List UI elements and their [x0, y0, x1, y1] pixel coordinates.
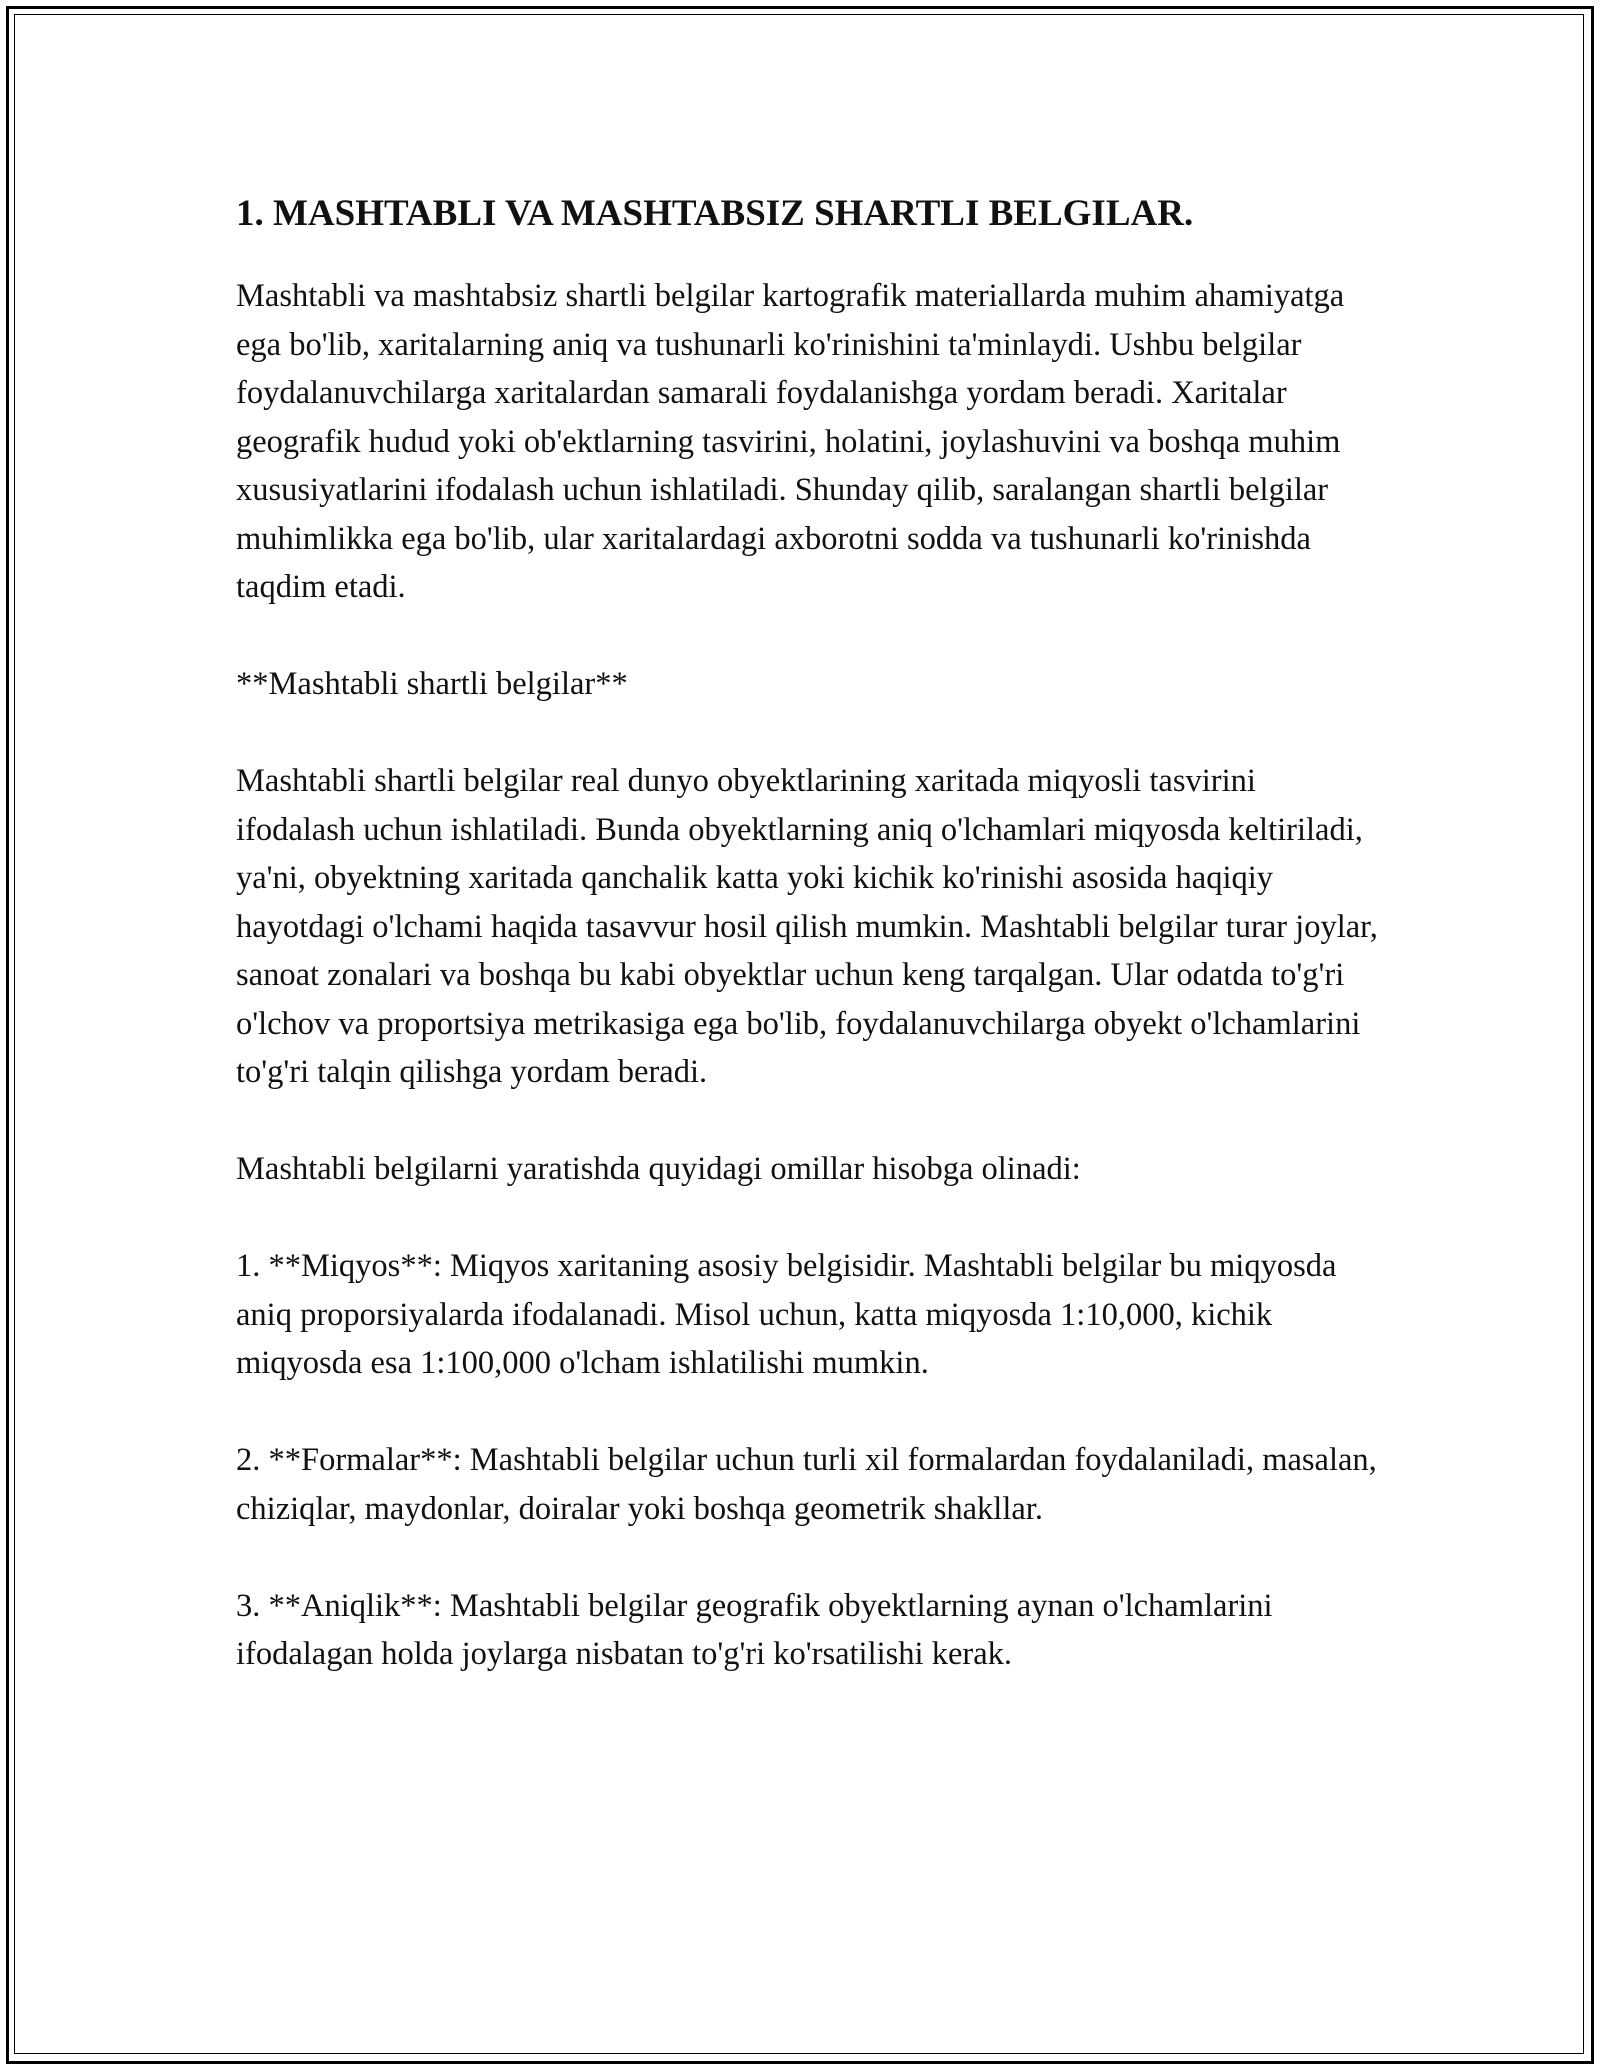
document-body	[236, 186, 1381, 1727]
section-heading-mashtabli: **Mashtabli shartli belgilar**	[236, 666, 628, 702]
paragraph-mashtabli-description: Mashtabli shartli belgilar real dunyo obyektlarining xaritada miqyosli tasvirini ifodalash uchun ishlatiladi. Bunda obyektlarning aniq o'lchamlari miqyosda keltiriladi, ya'ni, obyektning xaritada qanchalik katta yoki kichik ko'rinishi asosida haqiqiy hayotdagi o'lchami haqida tasavvur hosil qilish mumkin. Mashtabli belgilar turar joylar, sanoat zonalari va boshqa bu kabi obyektlar uchun keng tarqalgan. Ular odatda to'g'ri o'lchov va proportsiya metrikasiga ega bo'lib, foydalanuvchilarga obyekt o'lchamlarini to'g'ri talqin qilishga yordam beradi.	[236, 763, 1378, 1090]
paragraph-intro: Mashtabli va mashtabsiz shartli belgilar kartografik materiallarda muhim ahamiyatga ega bo'lib, xaritalarning aniq va tushunarli ko'rinishini ta'minlaydi. Ushbu belgilar foydalanuvchilarga xaritalardan samarali foydalanishga yordam beradi. Xaritalar geografik hudud yoki ob'ektlarning tasvirini, holatini, joylashuvini va boshqa muhim xususiyatlarini ifodalash uchun ishlatiladi. Shunday qilib, saralangan shartli belgilar muhimlikka ega bo'lib, ular xaritalardagi axborotni sodda va tushunarli ko'rinishda taqdim etadi.	[236, 278, 1345, 605]
list-item-aniqlik: 3. **Aniqlik**: Mashtabli belgilar geografik obyektlarning aynan o'lchamlarini ifodalagan holda joylarga nisbatan to'g'ri ko'rsatilishi kerak.	[236, 1587, 1273, 1672]
list-item-formalar: 2. **Formalar**: Mashtabli belgilar uchun turli xil formalardan foydalaniladi, masalan, chiziqlar, maydonlar, doiralar yoki boshqa geometrik shakllar.	[236, 1442, 1377, 1527]
list-item-miqyos: 1. **Miqyos**: Miqyos xaritaning asosiy belgisidir. Mashtabli belgilar bu miqyosda aniq proporsiyalarda ifodalanadi. Misol uchun, katta miqyosda 1:10,000, kichik miqyosda esa 1:100,000 o'lcham ishlatilishi mumkin.	[236, 1248, 1337, 1381]
paragraph-factors-intro: Mashtabli belgilarni yaratishda quyidagi omillar hisobga olinadi:	[236, 1151, 1081, 1187]
document-title: 1. MASHTABLI VA MASHTABSIZ SHARTLI BELGILAR.	[236, 193, 1194, 234]
